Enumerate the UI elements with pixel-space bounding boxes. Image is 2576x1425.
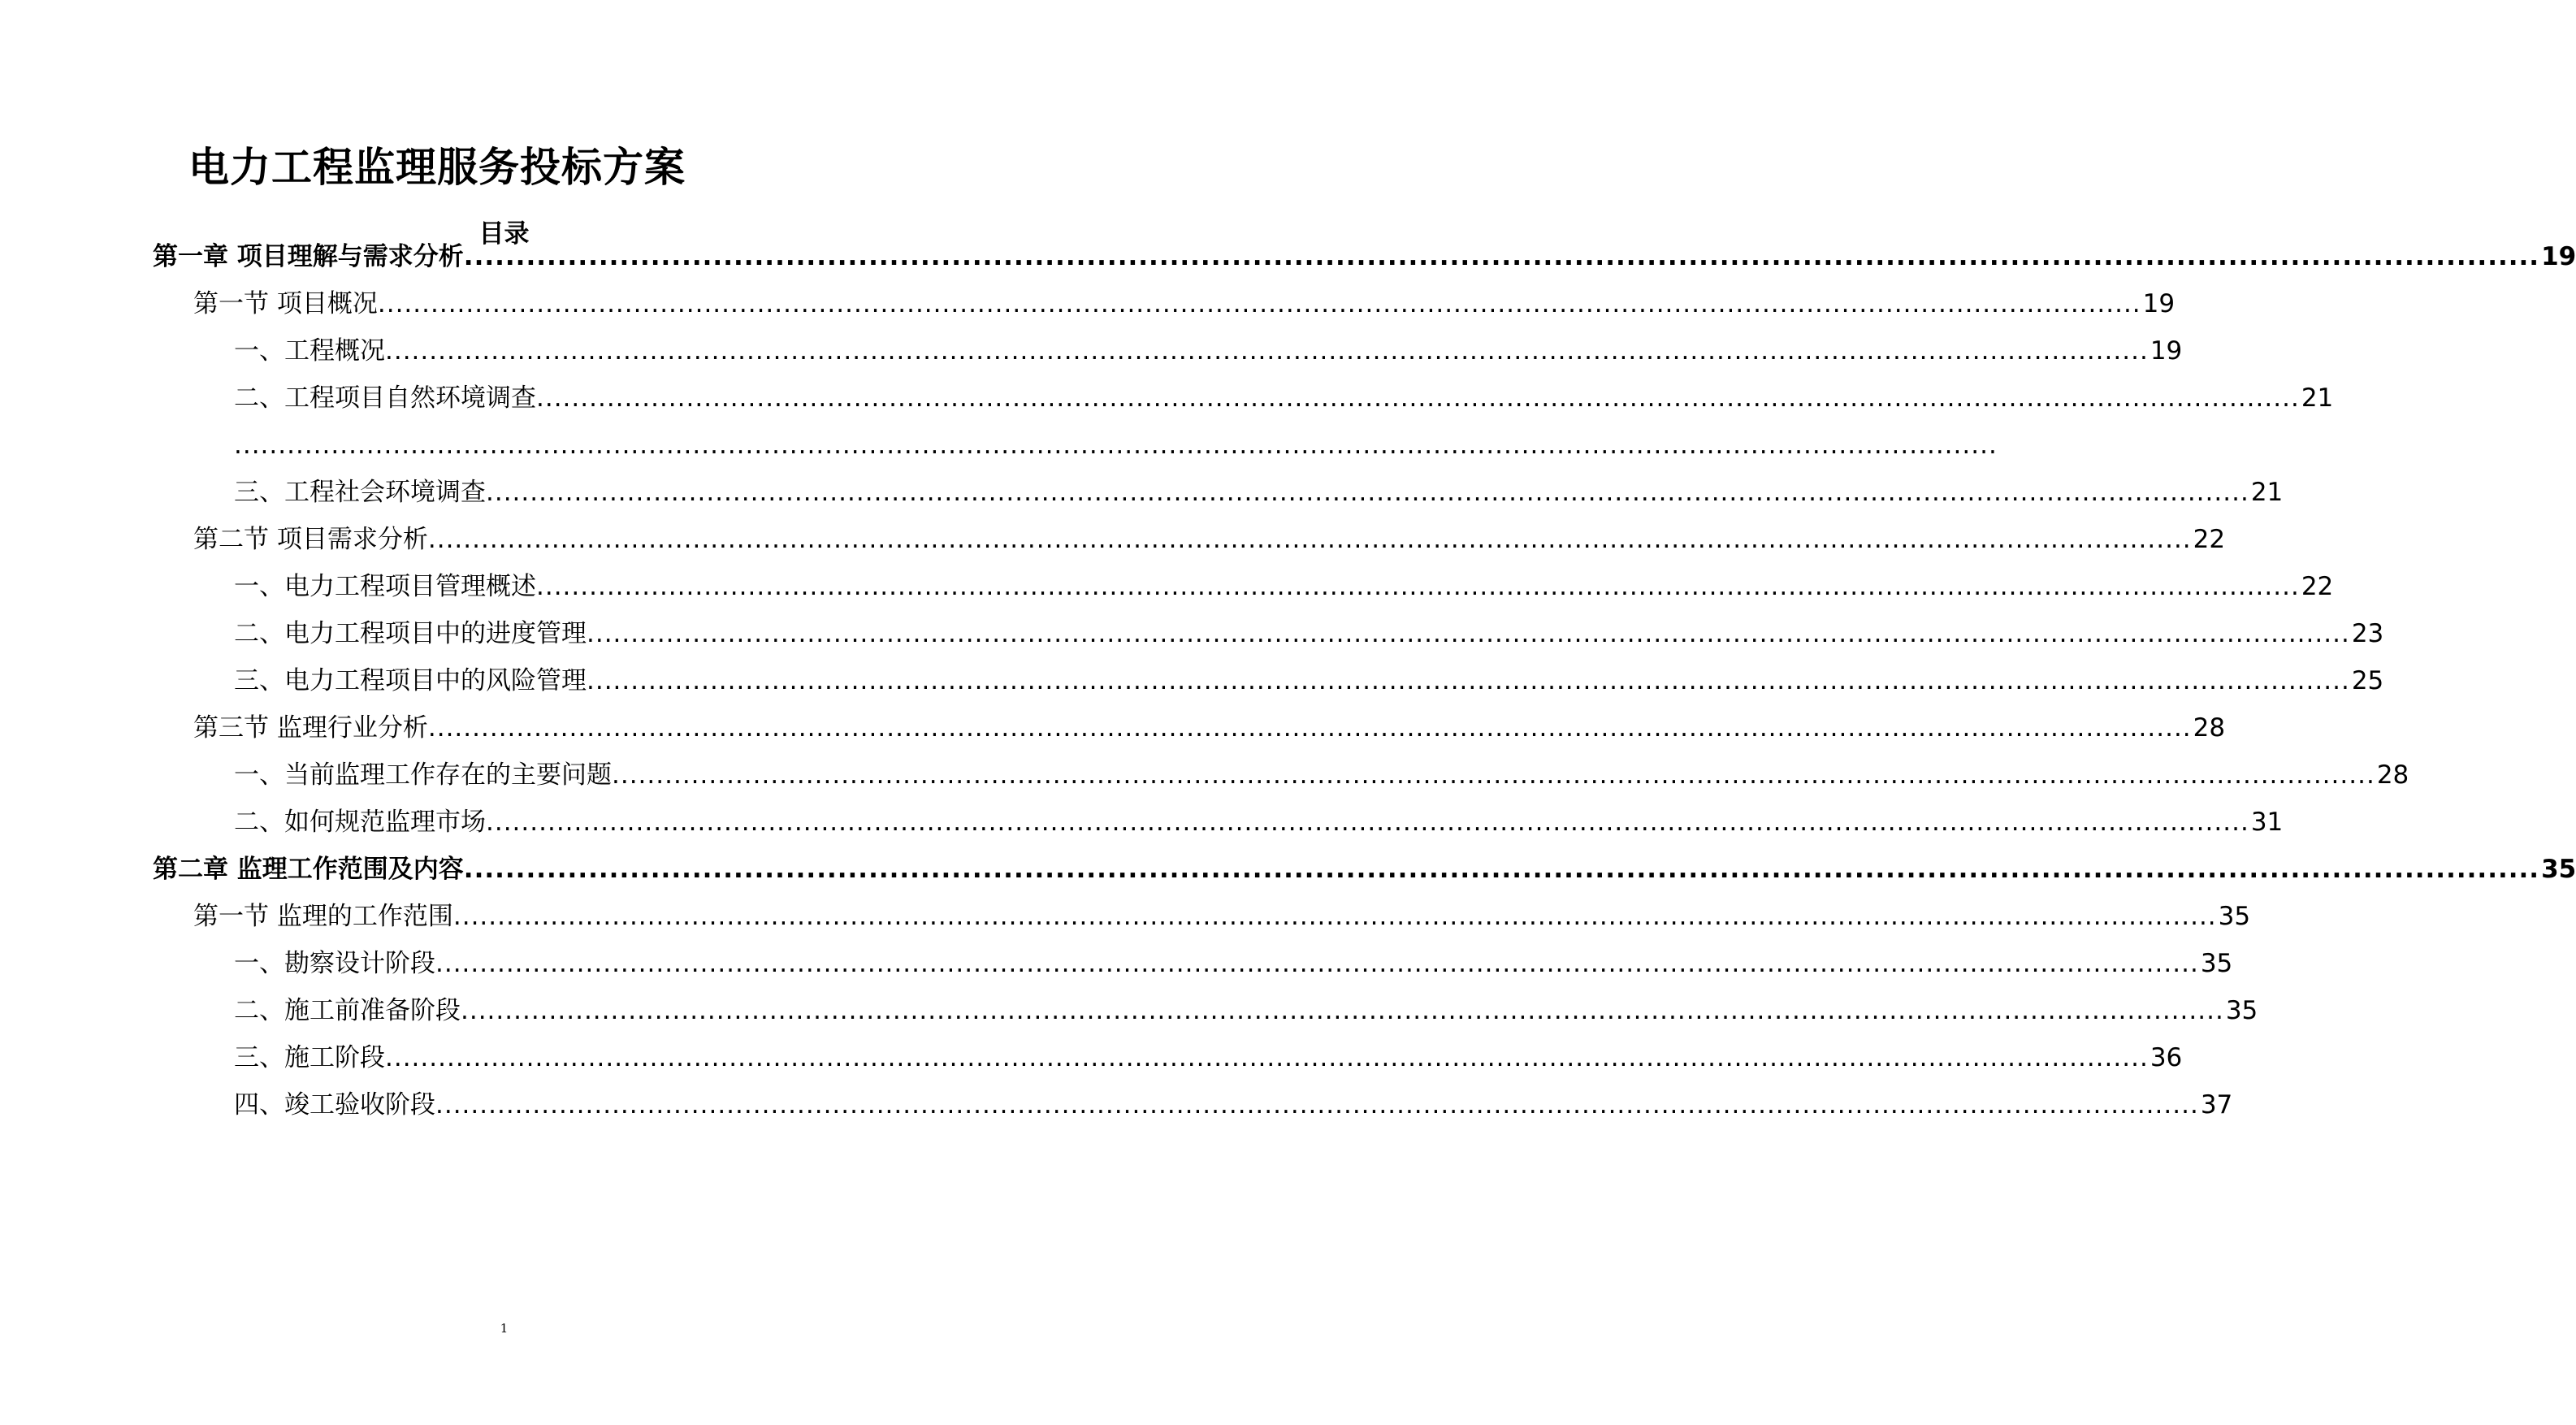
toc-entry[interactable] (234, 1087, 2233, 1123)
toc-entry-title: 第一节 监理的工作范围 (193, 902, 453, 931)
toc-entry-title: 三、施工阶段 (234, 1043, 385, 1072)
toc-entry-title: 三、工程社会环境调查 (234, 478, 486, 507)
toc-leader-dots: ........................................................................................................................................................................................................ (435, 949, 2199, 978)
toc-entry-page: 23 (2351, 619, 2384, 648)
toc-entry[interactable] (193, 710, 2226, 746)
toc-entry-title: 二、工程项目自然环境调查 (234, 383, 536, 413)
toc-leader-dots: ........................................................................................................................................................................................................ (234, 431, 1998, 460)
toc-entry-title: 二、如何规范监理市场 (234, 808, 486, 837)
toc-entry-page: 35 (2200, 949, 2233, 978)
toc-entry[interactable] (234, 1040, 2183, 1076)
toc-leader-dots: ........................................................................................................................................................................................................ (486, 478, 2249, 507)
toc-entry[interactable] (234, 380, 2334, 416)
toc-entry-page: 19 (2142, 289, 2176, 318)
toc-entry-title: 一、当前监理工作存在的主要问题 (234, 760, 612, 790)
toc-entry-page: 25 (2351, 666, 2384, 695)
toc-entry-title: 三、电力工程项目中的风险管理 (234, 666, 587, 695)
toc-heading: 目录 (478, 219, 530, 249)
toc-leader-dots: ........................................................................................................................................................................................................ (463, 242, 2540, 271)
toc-entry[interactable] (193, 522, 2226, 557)
toc-entry-title: 第一章 项目理解与需求分析 (153, 242, 464, 271)
toc-entry[interactable] (153, 239, 2576, 275)
toc-leader-dots: ........................................................................................................................................................................................................ (486, 808, 2249, 837)
toc-leader-dots: ........................................................................................................................................................................................................ (435, 1090, 2199, 1120)
toc-entry-page: 19 (2541, 242, 2576, 271)
toc-entry-page: 21 (2301, 383, 2334, 413)
toc-leader-dots: ........................................................................................................................................................................................................ (587, 666, 2350, 695)
toc-entry-page: 36 (2150, 1043, 2183, 1072)
toc-entry-page: 31 (2250, 808, 2284, 837)
toc-leader-dots: ........................................................................................................................................................................................................ (612, 760, 2375, 790)
toc-entry[interactable] (234, 569, 2334, 604)
toc-entry[interactable] (234, 804, 2284, 840)
toc-entry-title: 一、电力工程项目管理概述 (234, 572, 536, 601)
toc-entry-title: 一、勘察设计阶段 (234, 949, 435, 978)
toc-entry-page: 37 (2200, 1090, 2233, 1120)
toc-entry-title: 第二章 监理工作范围及内容 (153, 855, 464, 884)
toc-entry-title: 第二节 项目需求分析 (193, 525, 428, 554)
toc-entry-page: 22 (2301, 572, 2334, 601)
toc-entry-title: 第一节 项目概况 (193, 289, 378, 318)
toc-entry[interactable] (234, 993, 2258, 1029)
toc-leader-dots: ........................................................................................................................................................................................................ (536, 383, 2300, 413)
toc-entry[interactable] (234, 616, 2384, 652)
toc-entry-page: 19 (2150, 336, 2183, 366)
toc-leader-dots: ........................................................................................................................................................................................................ (461, 996, 2224, 1025)
toc-entry-page: 22 (2193, 525, 2226, 554)
toc-entry-page: 21 (2250, 478, 2284, 507)
toc-entry-title: 二、施工前准备阶段 (234, 996, 461, 1025)
toc-entry-title: 一、工程概况 (234, 336, 385, 366)
toc-leader-dots: ........................................................................................................................................................................................................ (427, 525, 2192, 554)
toc-entry-title: 第三节 监理行业分析 (193, 713, 428, 743)
toc-entry-page: 28 (2376, 760, 2409, 790)
document-title: 电力工程监理服务投标方案 (188, 144, 686, 191)
toc-entry[interactable] (153, 851, 2576, 887)
toc-leader-dots: ........................................................................................................................................................................................................ (385, 336, 2149, 366)
toc-entry[interactable] (234, 663, 2384, 699)
toc-entry-blank (234, 427, 1998, 463)
toc-entry[interactable] (234, 757, 2409, 793)
toc-entry[interactable] (234, 946, 2233, 981)
toc-entry[interactable] (193, 286, 2176, 322)
toc-entry[interactable] (193, 899, 2251, 934)
toc-leader-dots: ........................................................................................................................................................................................................ (463, 855, 2540, 884)
toc-leader-dots: ........................................................................................................................................................................................................ (427, 713, 2192, 743)
toc-leader-dots: ........................................................................................................................................................................................................ (452, 902, 2217, 931)
toc-entry-page: 35 (2218, 902, 2251, 931)
toc-entry-title: 四、竣工验收阶段 (234, 1090, 435, 1120)
toc-leader-dots: ........................................................................................................................................................................................................ (536, 572, 2300, 601)
toc-entry[interactable] (234, 474, 2284, 510)
toc-entry-page: 35 (2541, 855, 2576, 884)
toc-entry[interactable] (234, 333, 2183, 369)
toc-entry-page: 35 (2225, 996, 2258, 1025)
page-number: 1 (500, 1321, 509, 1336)
toc-leader-dots: ........................................................................................................................................................................................................ (377, 289, 2141, 318)
toc-leader-dots: ........................................................................................................................................................................................................ (385, 1043, 2149, 1072)
toc-entry-title: 二、电力工程项目中的进度管理 (234, 619, 587, 648)
toc-entry-page: 28 (2193, 713, 2226, 743)
toc-leader-dots: ........................................................................................................................................................................................................ (587, 619, 2350, 648)
